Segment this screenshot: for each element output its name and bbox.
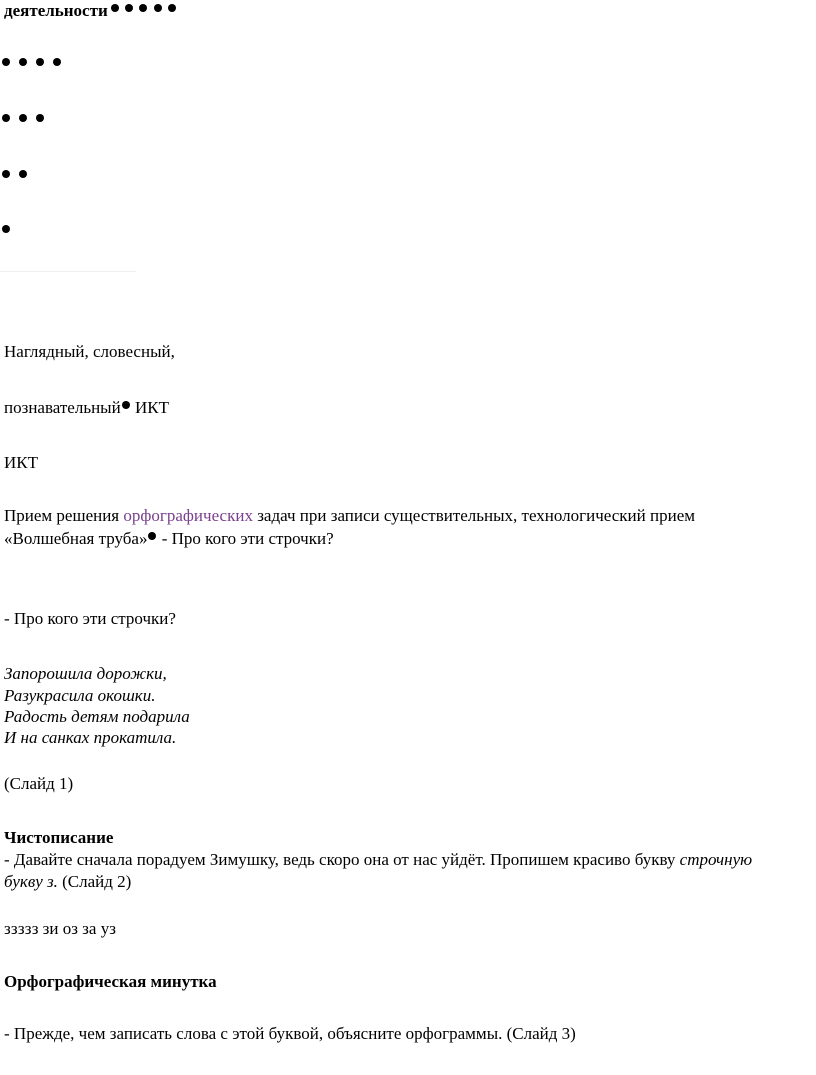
reception-line-1 [4, 505, 695, 527]
bullet-icon [19, 114, 27, 122]
poem-line: Запорошила дорожки, [4, 664, 167, 683]
penmanship-letters: ззззз зи оз за уз [4, 919, 116, 938]
penmanship-title: Чистописание [4, 828, 114, 847]
bullet-row-1 [110, 1, 177, 20]
header-line [4, 0, 177, 22]
bullet-icon [2, 58, 10, 66]
poem-line: Радость детям подарила [4, 707, 190, 726]
penmanship-italic-2: букву з. [4, 872, 58, 891]
bullet-icon [53, 58, 61, 66]
bullet-icon [2, 170, 10, 178]
header-word: деятельности [4, 1, 108, 20]
bullet-icon [19, 170, 27, 178]
penmanship-italic: строчную [679, 850, 753, 869]
question-line: - Про кого эти строчки? [4, 609, 176, 628]
penmanship-line-1 [4, 849, 752, 871]
methods-line-1: Наглядный, словесный, [4, 342, 175, 361]
bullet-icon [19, 58, 27, 66]
slide-1-label: (Слайд 1) [4, 774, 74, 793]
spelling-link[interactable]: орфографических [123, 506, 253, 525]
reception-line-2 [4, 528, 334, 550]
methods-tail: ИКТ [130, 398, 169, 417]
bullet-row-5 [2, 225, 10, 233]
bullet-row-4 [2, 170, 27, 178]
bullet-icon [139, 4, 147, 12]
bullet-icon [154, 4, 162, 12]
bullet-icon [36, 58, 44, 66]
reception-text-rest: задач при записи существительных, технологический прием [252, 506, 696, 525]
bullet-icon [111, 4, 119, 12]
bullet-icon [36, 114, 44, 122]
bullet-icon [2, 225, 10, 233]
methods-line-2 [4, 397, 169, 419]
bullet-icon [2, 114, 10, 122]
spelling-title: Орфографическая минутка [4, 972, 217, 991]
bullet-row-2 [2, 58, 61, 66]
slide-2-label: (Слайд 2) [57, 872, 132, 891]
bullet-row-3 [2, 114, 44, 122]
bullet-icon [148, 532, 156, 540]
reception-name: «Волшебная труба» [4, 529, 148, 548]
bullet-icon [168, 4, 176, 12]
bullet-icon [125, 4, 133, 12]
spelling-text: - Прежде, чем записать слова с этой буквой, объясните орфограммы. (Слайд 3) [4, 1024, 576, 1043]
reception-question: - Про кого эти строчки? [157, 529, 334, 548]
poem-line: Разукрасила окошки. [4, 686, 156, 705]
divider [0, 271, 136, 272]
methods-line-3: ИКТ [4, 453, 38, 472]
bullet-icon [122, 401, 130, 409]
methods-text: познавательный [4, 398, 121, 417]
penmanship-text: - Давайте сначала порадуем Зимушку, ведь скоро она от нас уйдёт. Пропишем красиво букву [4, 850, 680, 869]
penmanship-line-2 [4, 871, 131, 893]
poem-line: И на санках прокатила. [4, 728, 177, 747]
reception-text: Прием решения [4, 506, 124, 525]
